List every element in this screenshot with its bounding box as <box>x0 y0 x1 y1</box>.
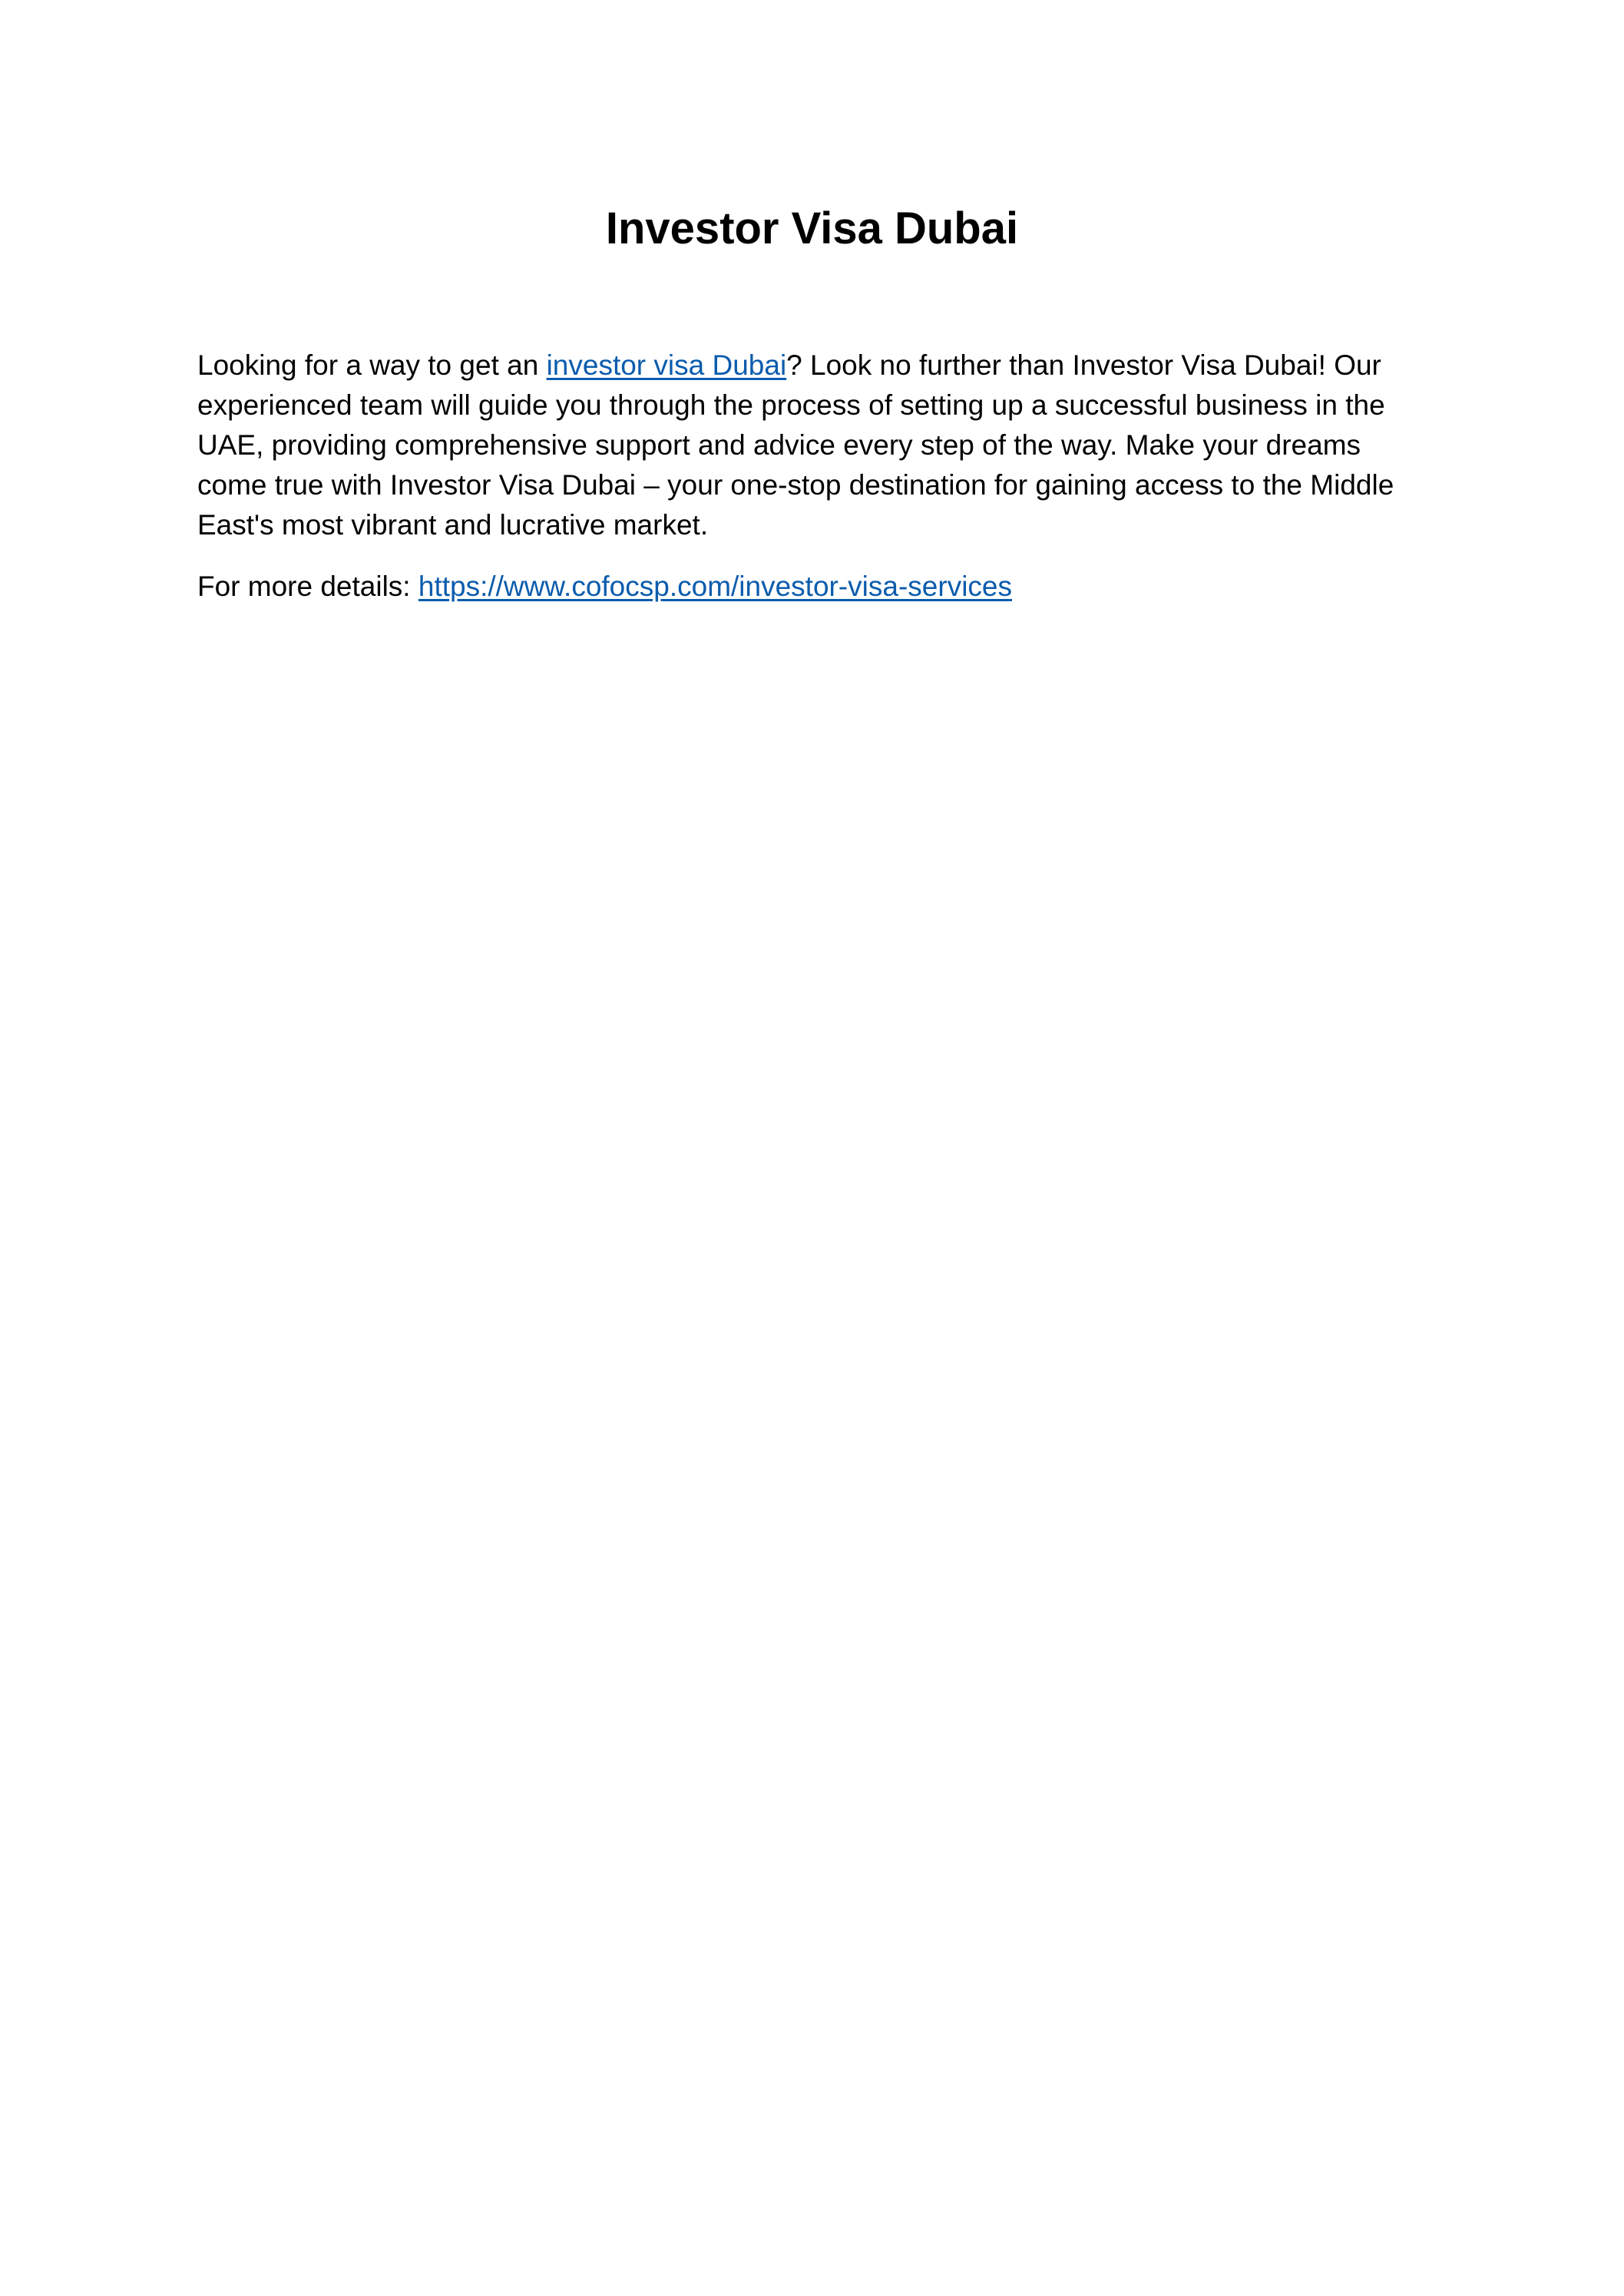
investor-visa-link[interactable]: investor visa Dubai <box>546 349 787 381</box>
details-url-link[interactable]: https://www.cofocsp.com/investor-visa-services <box>418 571 1012 602</box>
page-title: Investor Visa Dubai <box>605 203 1019 253</box>
intro-paragraph <box>197 346 1434 545</box>
details-paragraph <box>197 567 1434 607</box>
intro-text-after-link: ? Look no further than Investor Visa Dubai! Our experienced team will guide you through the process of setting up a successful business in the UAE, providing comprehensive support and advice every step of the way. Make your dreams come true with Investor Visa Dubai – your one-stop destination for gaining access to the Middle East's most vibrant and lucrative market. <box>197 349 1394 541</box>
details-label: For more details: <box>197 571 418 602</box>
intro-text-before-link: Looking for a way to get an <box>197 349 547 381</box>
